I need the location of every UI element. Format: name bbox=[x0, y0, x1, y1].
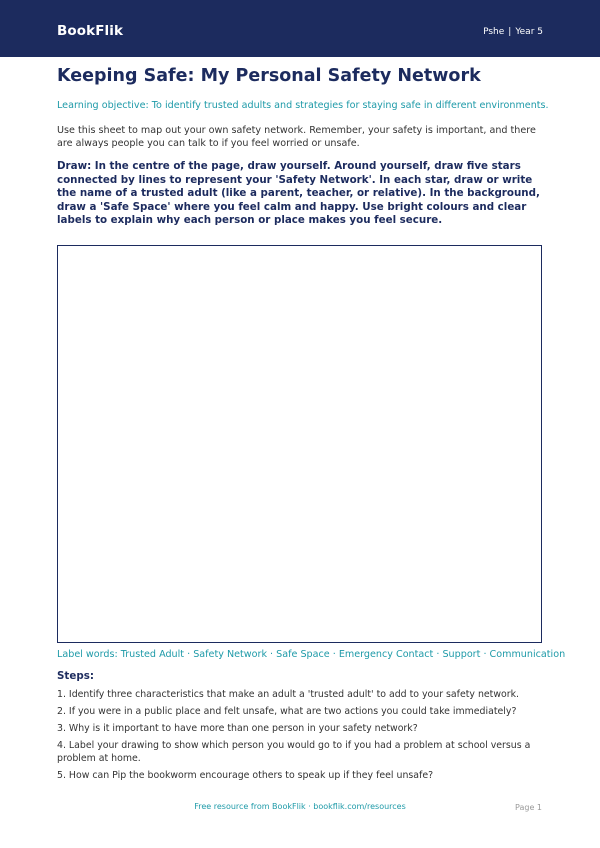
step-item: 3. Why is it important to have more than one person in your safety network? bbox=[57, 723, 418, 734]
label-words: Label words: Trusted Adult · Safety Network · Safe Space · Emergency Contact · Support · Communication bbox=[57, 649, 566, 660]
steps-heading: Steps: bbox=[57, 670, 94, 682]
steps-list bbox=[57, 688, 547, 786]
header-bar bbox=[0, 0, 600, 57]
subject-label: Pshe bbox=[483, 27, 505, 37]
year-label: Year 5 bbox=[515, 27, 543, 37]
intro-text: Use this sheet to map out your own safety network. Remember, your safety is important, and there are always people you can talk to if you feel worried or unsafe. bbox=[57, 125, 536, 149]
drawing-area[interactable] bbox=[57, 245, 542, 643]
page-title: Keeping Safe: My Personal Safety Network bbox=[57, 66, 481, 86]
step-item: 1. Identify three characteristics that make an adult a 'trusted adult' to add to your safety network. bbox=[57, 689, 519, 700]
meta-separator: | bbox=[508, 27, 512, 37]
step-item: 5. How can Pip the bookworm encourage others to speak up if they feel unsafe? bbox=[57, 770, 434, 781]
brand-logo[interactable]: BookFlik bbox=[57, 23, 124, 39]
page-number: Page 1 bbox=[515, 803, 542, 812]
draw-instruction: Draw: In the centre of the page, draw yourself. Around yourself, draw five stars connected by lines to represent your 'Safety Network'. In each star, draw or write the name of a trusted adult (like a parent, teacher, or relative). In the background, draw a 'Safe Space' where you feel calm and happy. Use bright colours and clear labels to explain why each person or place makes you feel secure. bbox=[57, 160, 540, 227]
footer-text[interactable]: Free resource from BookFlik · bookflik.com/resources bbox=[194, 802, 406, 811]
step-item: 4. Label your drawing to show which person you would go to if you had a problem at school versus a problem at home. bbox=[57, 740, 531, 764]
subject-year-label bbox=[483, 27, 543, 37]
step-item: 2. If you were in a public place and felt unsafe, what are two actions you could take immediately? bbox=[57, 706, 517, 717]
learning-objective: Learning objective: To identify trusted adults and strategies for staying safe in different environments. bbox=[57, 100, 549, 111]
